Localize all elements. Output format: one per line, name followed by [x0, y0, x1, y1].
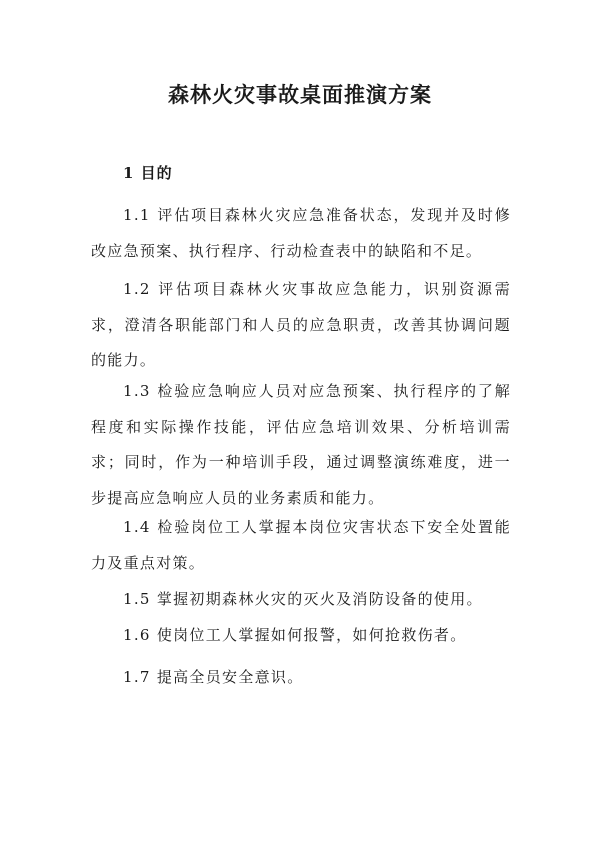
paragraph-1-1: 1.1 评估项目森林火灾应急准备状态，发现并及时修改应急预案、执行程序、行动检查表中的缺陷和不足。	[91, 206, 511, 260]
paragraph-1-3: 1.3 检验应急响应人员对应急预案、执行程序的了解程度和实际操作技能，评估应急培训效果、分析培训需求；同时，作为一种培训手段，通过调整演练难度，进一步提高应急响应人员的业务素质和能力。	[91, 382, 511, 507]
paragraph-1-5: 1.5 掌握初期森林火灾的灭火及消防设备的使用。	[123, 590, 483, 608]
paragraph-1-6: 1.6 使岗位工人掌握如何报警，如何抢救伤者。	[123, 626, 467, 644]
section-heading-purpose: 1 目的	[123, 164, 173, 182]
paragraph-1-7: 1.7 提高全员安全意识。	[123, 668, 304, 686]
document-title: 森林火灾事故桌面推演方案	[168, 82, 432, 107]
paragraph-1-4: 1.4 检验岗位工人掌握本岗位灾害状态下安全处置能力及重点对策。	[91, 518, 511, 572]
paragraph-1-2: 1.2 评估项目森林火灾事故应急能力，识别资源需求，澄清各职能部门和人员的应急职责，改善其协调问题的能力。	[91, 280, 511, 369]
